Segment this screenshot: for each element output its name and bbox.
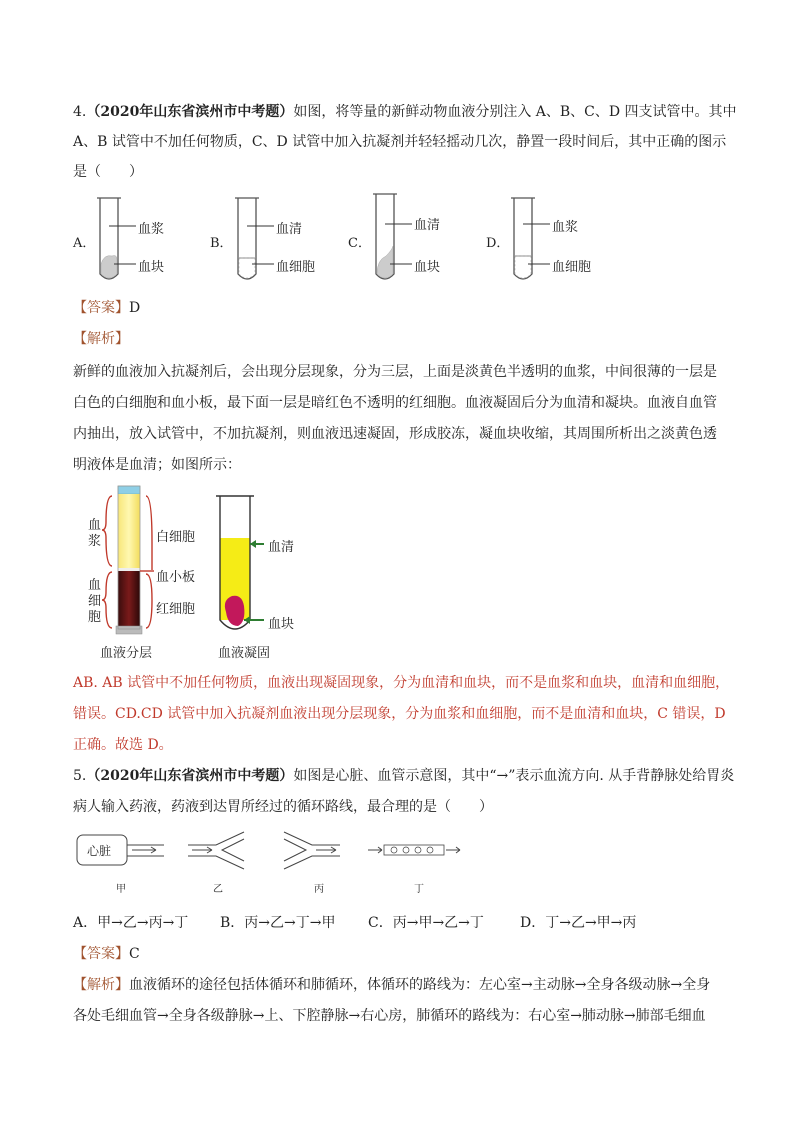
q5-line1 xyxy=(73,766,734,786)
vessel-diagram xyxy=(76,830,476,875)
q4-analysis-line: 白色的白细胞和血小板，最下面一层是暗红色不透明的红细胞。血液凝固后分为血清和凝块。血液自血管 xyxy=(73,395,717,411)
diagram-label-yi: 乙 xyxy=(213,884,223,895)
option-c-top-label: 血清 xyxy=(414,218,441,233)
q4-line2: A、B 试管中不加任何物质，C、D 试管中加入抗凝剂并轻轻摇动几次，静置一段时间后，其中正确的图示 xyxy=(73,134,727,150)
q4-answer xyxy=(73,298,140,318)
analysis-tag: 【解析】 xyxy=(73,331,129,347)
q4-analysis-line: 内抽出，放入试管中，不加抗凝剂，则血液迅速凝固，形成胶冻，凝血块收缩，其周围所析出之淡黄色透 xyxy=(73,426,717,442)
q5-option-c: C．丙→甲→乙→丁 xyxy=(368,915,484,931)
fig-plasma-label: 血浆 xyxy=(88,518,102,549)
q4-number: 4. xyxy=(73,104,87,120)
option-d-bottom-label: 血细胞 xyxy=(552,260,592,275)
option-a-top-label: 血浆 xyxy=(138,222,165,237)
q4-source: （2020年山东省滨州市中考题） xyxy=(86,104,294,120)
answer-tag: 【答案】 xyxy=(73,946,129,962)
tube-c-diagram xyxy=(368,190,458,284)
q5-answer xyxy=(73,944,140,964)
answer-tag: 【答案】 xyxy=(73,300,129,316)
q5-option-d: D．丁→乙→甲→丙 xyxy=(520,915,637,931)
q4-explain-line: 错误。CD.CD 试管中加入抗凝剂血液出现分层现象，分为血浆和血细胞，而不是血清和血块，C 错误，D xyxy=(73,706,726,722)
q5-analysis xyxy=(73,975,710,995)
answer-value: D xyxy=(129,300,141,316)
fig-right-caption: 血液凝固 xyxy=(218,646,271,661)
q5-line2: 病人输入药液，药液到达胃所经过的循环路线，最合理的是（ ） xyxy=(73,799,493,815)
option-b-bottom-label: 血细胞 xyxy=(276,260,316,275)
q5-option-a: A．甲→乙→丙→丁 xyxy=(73,915,189,931)
blood-figure xyxy=(82,482,312,662)
fig-rbc-label: 红细胞 xyxy=(156,602,196,617)
option-c-letter: C． xyxy=(348,236,371,251)
answer-value: C xyxy=(129,946,140,962)
q5-analysis-line: 各处毛细血管→全身各级静脉→上、下腔静脉→右心房，肺循环的路线为：右心室→肺动脉→肺部毛细血 xyxy=(73,1008,706,1024)
tube-a-diagram xyxy=(92,194,182,284)
q4-text: 如图，将等量的新鲜动物血液分别注入 A、B、C、D 四支试管中。其中 xyxy=(293,104,737,120)
diagram-label-ding: 丁 xyxy=(414,884,424,895)
fig-wbc-label: 白细胞 xyxy=(156,530,196,545)
option-b-letter: B． xyxy=(210,236,233,251)
diagram-label-bing: 丙 xyxy=(314,884,324,895)
option-d-top-label: 血浆 xyxy=(552,220,579,235)
diagram-label-jia: 甲 xyxy=(116,884,126,895)
fig-platelet-label: 血小板 xyxy=(156,570,196,585)
fig-cells-label: 血细胞 xyxy=(88,578,102,625)
q4-line3: 是（ ） xyxy=(73,164,143,180)
q4-analysis-line: 新鲜的血液加入抗凝剂后，会出现分层现象，分为三层，上面是淡黄色半透明的血浆，中间很薄的一层是 xyxy=(73,364,717,380)
q5-source: （2020年山东省滨州市中考题） xyxy=(86,768,294,784)
q5-number: 5. xyxy=(73,768,87,784)
fig-left-caption: 血液分层 xyxy=(100,646,153,661)
option-a-letter: A． xyxy=(73,236,96,251)
heart-label: 心脏 xyxy=(87,844,112,858)
option-a-bottom-label: 血块 xyxy=(138,260,165,275)
option-b-top-label: 血清 xyxy=(276,222,303,237)
option-d-letter: D． xyxy=(486,236,510,251)
q4-explain-line: 正确。故选 D。 xyxy=(73,737,173,753)
q5-analysis-line: 血液循环的途径包括体循环和肺循环，体循环的路线为：左心室→主动脉→全身各级动脉→全身 xyxy=(129,977,711,993)
fig-clot-label: 血块 xyxy=(268,617,295,632)
q4-explain-line: AB. AB 试管中不加任何物质，血液出现凝固现象，分为血清和血块，而不是血浆和血块，血清和血细胞， xyxy=(73,675,730,691)
q4-analysis-line: 明液体是血清；如图所示： xyxy=(73,457,241,473)
analysis-tag: 【解析】 xyxy=(73,977,129,993)
q5-option-b: B．丙→乙→丁→甲 xyxy=(220,915,336,931)
q5-text: 如图是心脏、血管示意图，其中“→”表示血流方向. 从手背静脉处给胃炎 xyxy=(293,768,735,784)
fig-serum-label: 血清 xyxy=(268,540,295,555)
option-c-bottom-label: 血块 xyxy=(414,260,441,275)
q4-line1 xyxy=(73,102,737,122)
